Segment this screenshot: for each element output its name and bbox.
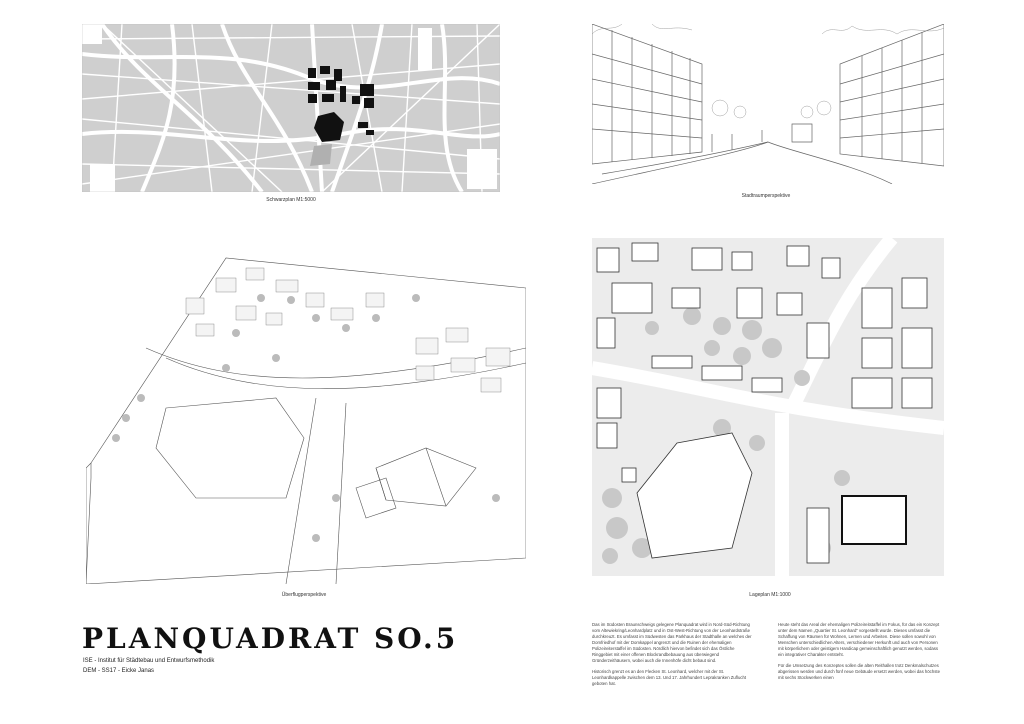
paragraph: Das im Südosten Braunschweigs gelegene Planquadrat wird in Nord-Süd-Richtung vom Altewiekring/Leonhardplatz und in Ost-West-Richtung von der Leonhardstraße durchkreuzt. Es umfasst im Südwesten das Parkhaus der Stadthalle an welches der Domfriedhof mit der Domkappel angrenzt und die Ruinen der ehemaligen Polizeireiterstaffel im Südosten. Nördlich hiervon befindet sich das Östliche Ringgebiet mit einer offenen Blockrandbebauung aus überwiegend Gründerzeithäusern, wobei auch die Innenhöfe dicht bebaut sind. [592,622,752,663]
paragraph: Für die Umsetzung des Konzeptes sollen die alten Reithallen trotz Denkmalschutzes abgerissen werden und durch fünf neue Gebäude ersetzt werden, wobei das höchste mit sechs Stockwerken einen [778,663,940,680]
paragraph: Heute steht das Areal der ehemaligen Polizeireitstaffel im Fokus, für das ein Konzept unter dem Namen „Quartier St. Leonhard“ vorgestellt wurde. Dieses umfasst die Schaffung von Räumen für Wohnen, Lernen und Arbeiten. Diese sollen sowohl von Menschen unterschiedlichen Alters, verschiedener Herkunft und auch von Personen mit körperlichem oder geistigem Handicap gemeinschaftlich genutzt werden, sodass ein integrativer Charakter entsteht. [778,622,940,657]
course-line: DEM - SS17 - Eicke Janas [83,668,155,674]
perspective-caption: Stadtraumperspektive [741,193,791,199]
street-perspective [592,24,944,184]
project-title: PLANQUADRAT SO.5 [82,622,459,655]
site-plan [592,238,944,576]
institute-line: ISE - Institut für Städtebau und Entwurfsmethodik [83,658,215,664]
aerial-caption: Überflugperspektive [281,592,327,598]
site-plan-caption: Lageplan M1:1000 [749,592,791,598]
paragraph: Historisch grenzt es an den Flecken St. Leonhard, welcher mit der St. Leonhardkappelle zwischen dem 13. Und 17. Jahrhundert Leprakranken Zuflucht geboten hat. [592,669,747,686]
schwarzplan-caption: Schwarzplan M1:5000 [266,197,316,203]
text-column-1 [592,622,754,692]
schwarzplan-map [82,24,500,192]
text-column-2 [778,622,940,686]
aerial-perspective [86,238,526,584]
